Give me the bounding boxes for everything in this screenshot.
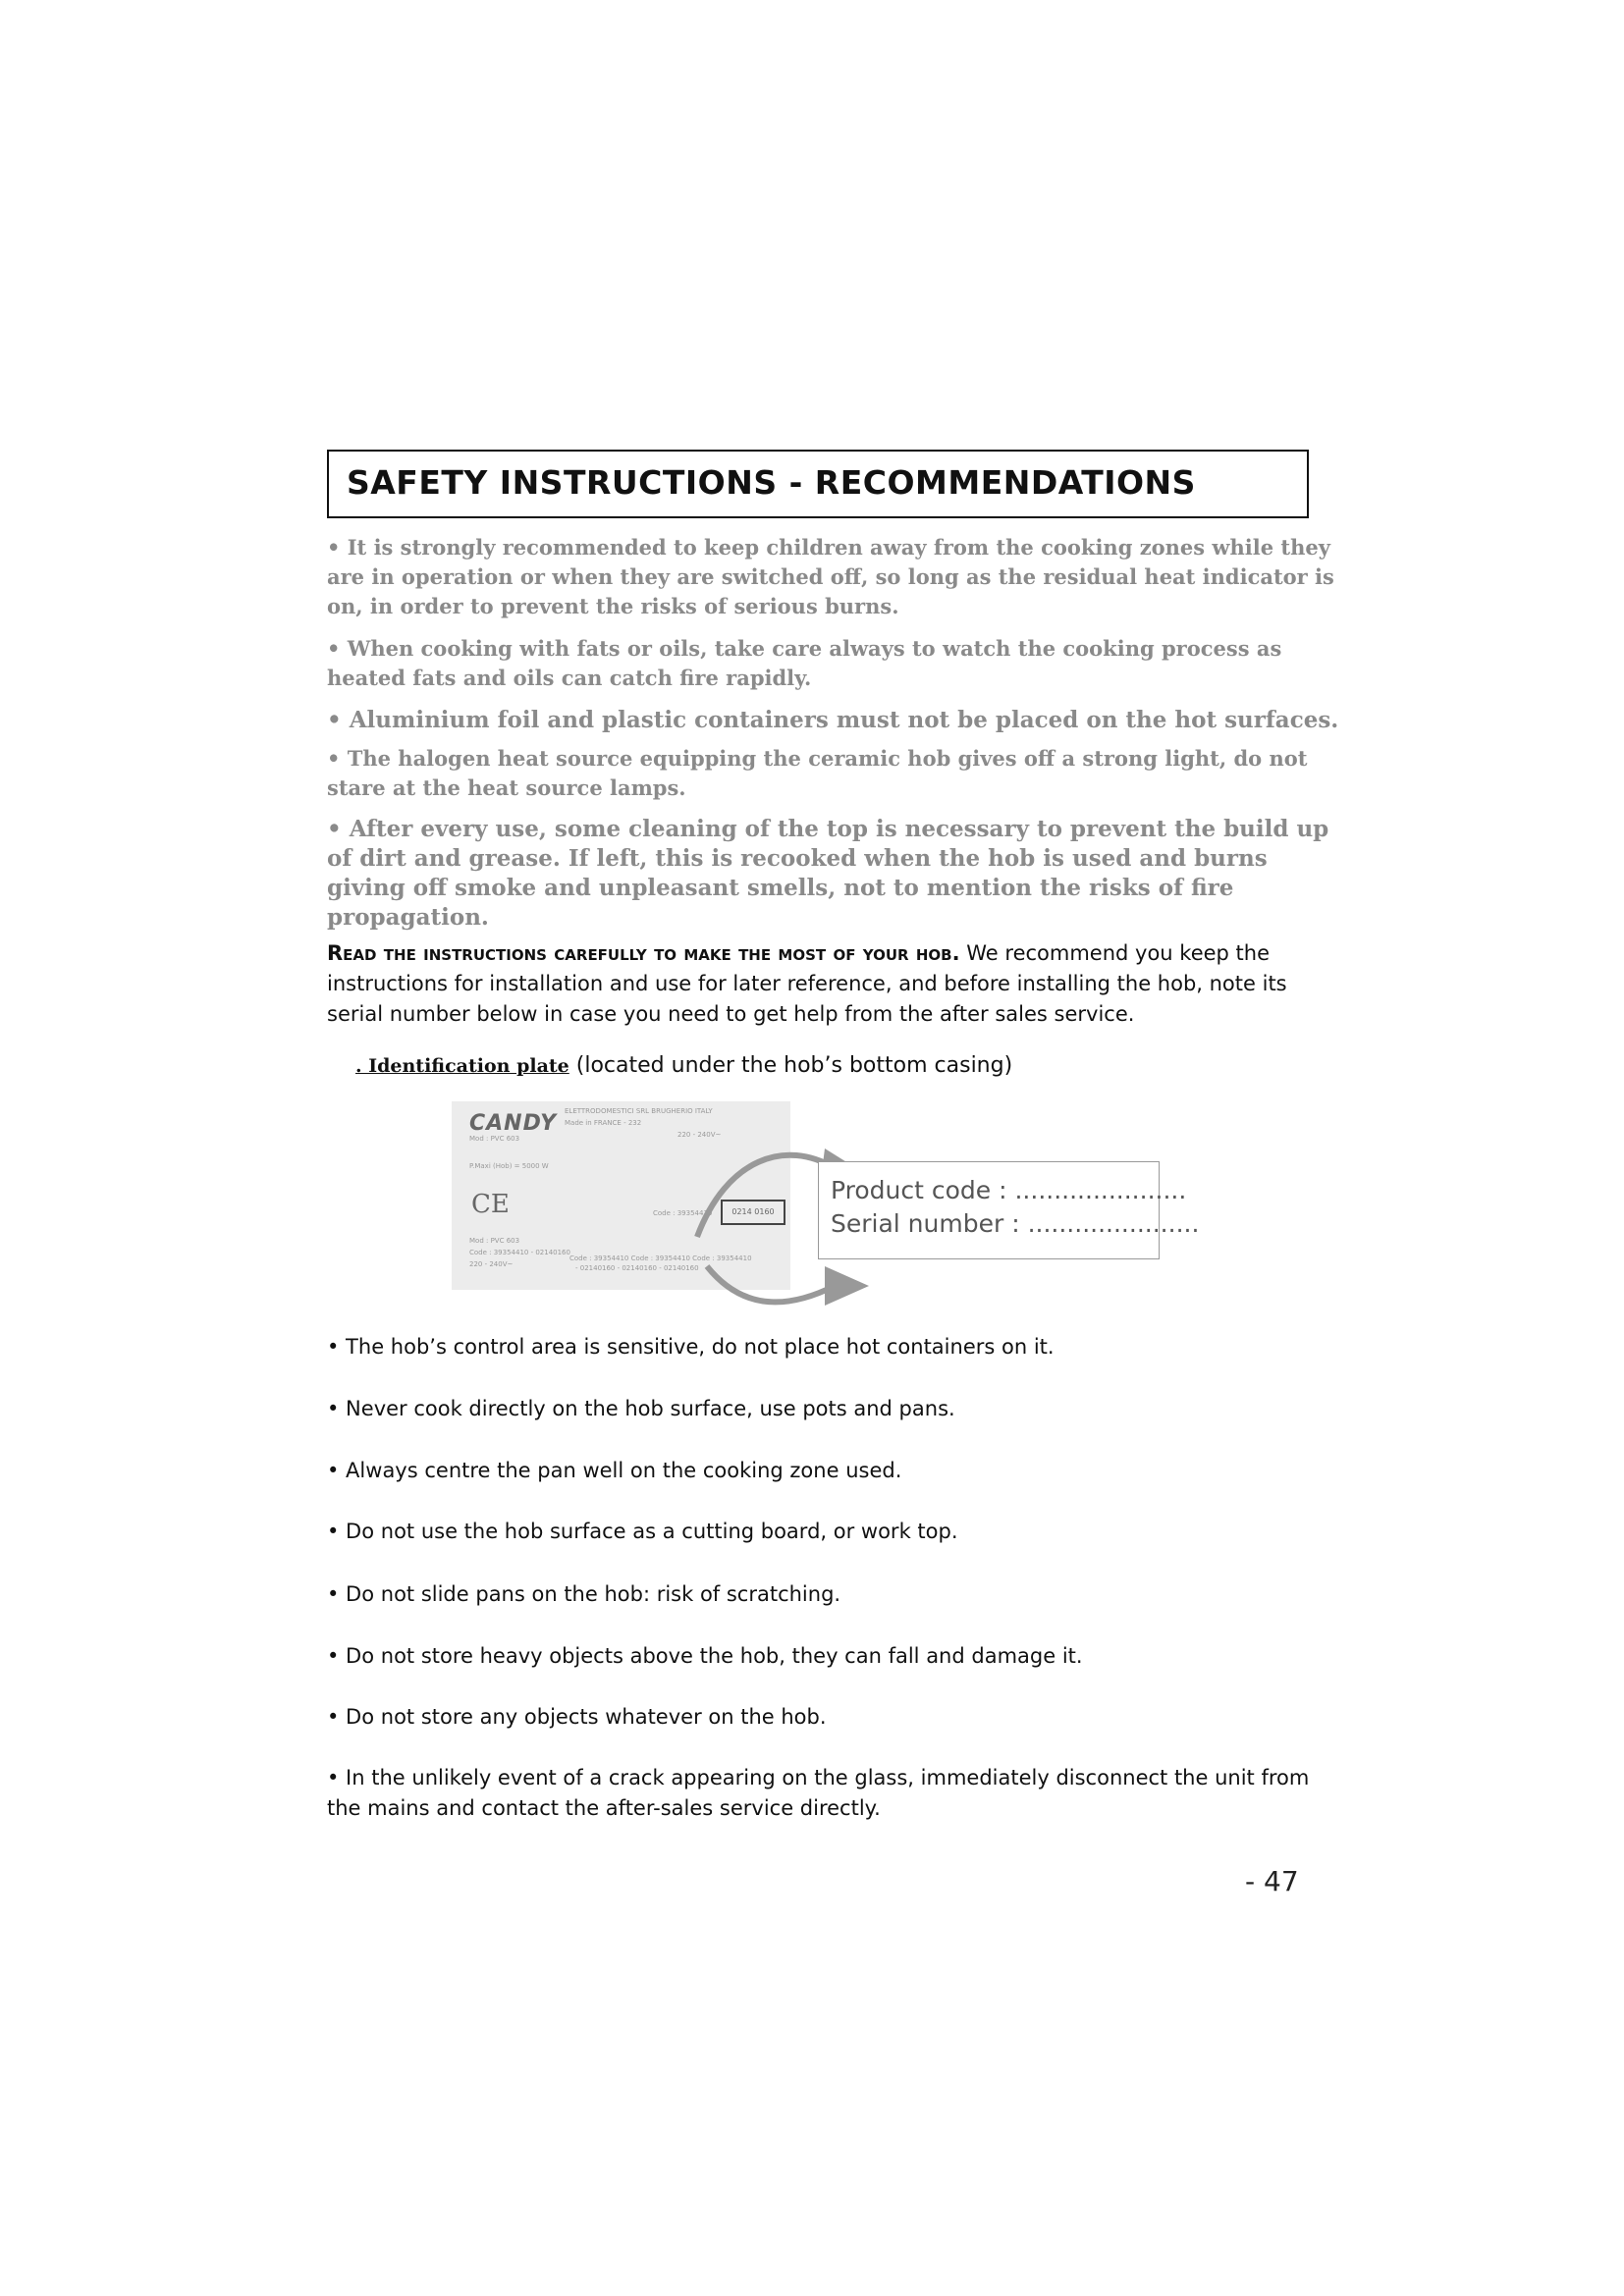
warning-halogen: • The halogen heat source equipping the ceramic hob gives off a strong light, do not stare at the heat source lamps.	[327, 746, 1308, 800]
read-instructions-text: We recommend you keep the instructions for installation and use for later reference, and before installing the hob, note its serial number below in case you need to get help from the after sales service.	[327, 941, 1287, 1026]
plate-line: Code : 39354410	[653, 1209, 713, 1217]
identification-plate-label: . Identification plate	[355, 1055, 569, 1077]
plate-line: P.Maxi (Hob) = 5000 W	[469, 1162, 549, 1170]
warning-children: • It is strongly recommended to keep children away from the cooking zones while they are in operation or when they are switched off, so long as the residual heat indicator is on, in order to prevent the risks of serious burns.	[327, 535, 1334, 618]
plate-line: Made in FRANCE - 232	[565, 1119, 642, 1127]
read-instructions-heading: Read the instructions carefully to make the most of your hob.	[327, 941, 960, 965]
identification-line	[355, 1053, 1012, 1078]
warning-fats: • When cooking with fats or oils, take care always to watch the cooking process as heated fats and oils can catch fire rapidly.	[327, 636, 1282, 690]
bullet-item: • Do not store any objects whatever on the hob.	[327, 1705, 827, 1729]
serial-number-label: Serial number : ......................	[831, 1209, 1200, 1238]
identification-plate-note: (located under the hob’s bottom casing)	[568, 1053, 1013, 1078]
plate-line: 220 - 240V~	[677, 1131, 722, 1139]
bullet-item: • Do not slide pans on the hob: risk of scratching.	[327, 1582, 841, 1606]
title-box	[327, 450, 1309, 518]
candy-logo: CANDY	[469, 1111, 558, 1136]
plate-line: ELETTRODOMESTICI SRL BRUGHERIO ITALY	[565, 1107, 713, 1115]
ce-mark: CE	[471, 1190, 510, 1219]
warning-foil: • Aluminium foil and plastic containers must not be placed on the hot surfaces.	[327, 707, 1339, 733]
bullet-item: • Do not use the hob surface as a cutting board, or work top.	[327, 1520, 958, 1543]
bullet-item: • The hob’s control area is sensitive, do not place hot containers on it.	[327, 1335, 1055, 1359]
plate-line: 220 - 240V~	[469, 1260, 514, 1268]
plate-line: Code : 39354410 - 02140160	[469, 1249, 570, 1256]
plate-line: Mod : PVC 603	[469, 1135, 520, 1143]
read-instructions-paragraph	[327, 938, 1348, 1030]
bullet-item: • Always centre the pan well on the cooking zone used.	[327, 1459, 902, 1482]
plate-line: Code : 39354410 Code : 39354410 Code : 39354410	[569, 1255, 752, 1262]
plate-line: - 02140160 - 02140160 - 02140160	[575, 1264, 699, 1272]
plate-line: Mod : PVC 603	[469, 1237, 520, 1245]
product-serial-box	[818, 1161, 1200, 1259]
page-number: - 47	[1245, 1865, 1299, 1897]
bullet-item: • Never cook directly on the hob surface, use pots and pans.	[327, 1397, 955, 1420]
product-code-label: Product code : ......................	[831, 1176, 1187, 1204]
page-title: SAFETY INSTRUCTIONS - RECOMMENDATIONS	[347, 463, 1196, 502]
warning-cleaning: • After every use, some cleaning of the top is necessary to prevent the build up of dirt and grease. If left, this is recooked when the hob is used and burns giving off smoke and unpleasant smells, not to mention the risks of fire propagation.	[327, 816, 1329, 931]
bullet-item: • Do not store heavy objects above the hob, they can fall and damage it.	[327, 1644, 1083, 1668]
bullet-item: • In the unlikely event of a crack appearing on the glass, immediately disconnect the unit from the mains and contact the after-sales service directly.	[327, 1766, 1310, 1820]
plate-code-box: 0214 0160	[721, 1200, 785, 1225]
